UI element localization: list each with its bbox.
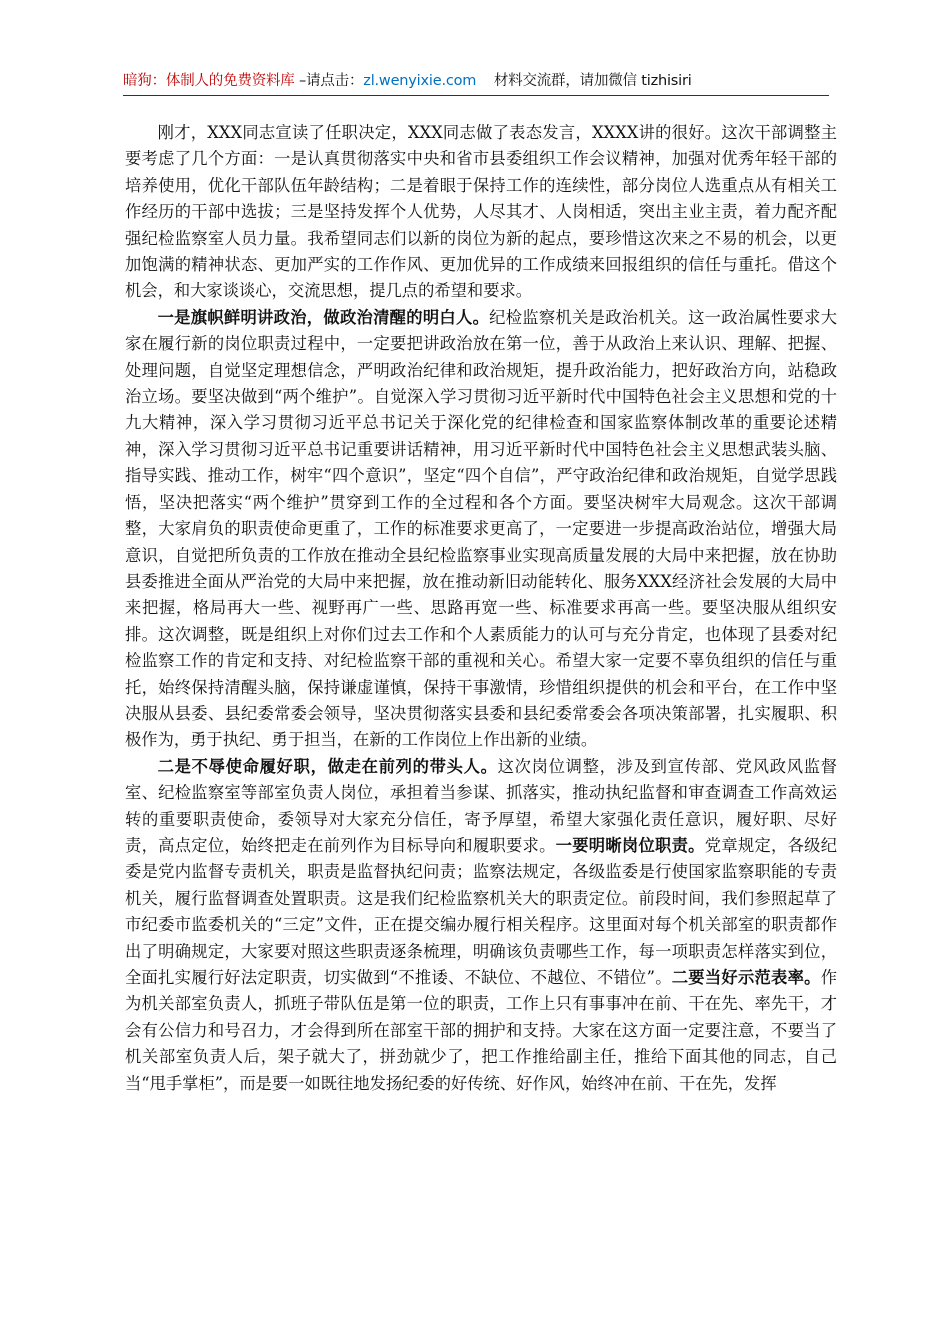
point-one-text: 纪检监察机关是政治机关。这一政治属性要求大家在履行新的岗位职责过程中，一定要把讲政治放在第一位，善于从政治上来认识、理解、把握、处理问题，自觉坚定理想信念，严明政治纪律和政治规矩，提升政治能力，把好政治方向，站稳政治立场。要坚决做到“两个维护”。自觉深入学习贯彻习近平新时代中国特色社会主义思想和党的十九大精神，深入学习贯彻习近平总书记关于深化党的纪律检查和国家监察体制改革的重要论述精神，深入学习贯彻习近平总书记重要讲话精神，用习近平新时代中国特色社会主义思想武装头脑、指导实践、推动工作，树牢“四个意识”，坚定“四个自信”，严守政治纪律和政治规矩，自觉学思践悟，坚决把落实“两个维护”贯穿到工作的全过程和各个方面。要坚决树牢大局观念。这次干部调整，大家肩负的职责使命更重了，工作的标准要求更高了，一定要进一步提高政治站位，增强大局意识，自觉把所负责的工作放在推动全县纪检监察事业实现高质量发展的大局中来把握，放在协助县委推进全面从严治党的大局中来把握，放在推动新旧动能转化、服务XXX经济社会发展的大局中来把握，格局再大一些、视野再广一些、思路再宽一些、标准要求再高一些。要坚决服从组织安排。这次调整，既是组织上对你们过去工作和个人素质能力的认可与充分肯定，也体现了县委对纪检监察工作的肯定和支持、对纪检监察干部的重视和关心。希望大家一定要不辜负组织的信任与重托，始终保持清醒头脑，保持谦虚谨慎，保持干事激情，珍惜组织提供的机会和平台，在工作中坚决服从县委、县纪委常委会领导，坚决贯彻落实县委和县纪委常委会各项决策部署，扎实履职、积极作为，勇于执纪、勇于担当，在新的工作岗位上作出新的业绩。 xyxy=(125,307,837,750)
paragraph-point-two xyxy=(125,754,837,1097)
point-one-heading: 一是旗帜鲜明讲政治，做政治清醒的明白人。 xyxy=(157,307,490,327)
header-site-link[interactable]: zl.wenyixie.com xyxy=(363,73,477,89)
header-wechat-note: 材料交流群，请加微信 tizhisiri xyxy=(493,73,692,89)
paragraph-point-one xyxy=(125,305,837,754)
point-two-sub-one-text: 党章规定，各级纪委是党内监督专责机关，职责是监督执纪问责；监察法规定，各级监委是行使国家监察职能的专责机关，履行监督调查处置职责。这是我们纪检监察机关大的职责定位。前段时间，我们参照起草了市纪委市监委机关的“三定”文件，正在提交编办履行相关程序。这里面对每个机关部室的职责都作出了明确规定，大家要对照这些职责逐条梳理，明确该负责哪些工作，每一项职责怎样落实到位，全面扎实履行好法定职责，切实做到“不推诿、不缺位、不越位、不错位”。 xyxy=(125,835,837,987)
header-brand: 暗狗：体制人的免费资料库 xyxy=(123,73,295,89)
point-two-heading: 二是不辱使命履好职，做走在前列的带头人。 xyxy=(157,756,498,776)
paragraph-intro xyxy=(125,120,837,305)
document-body xyxy=(125,120,837,1097)
point-two-sub-two-text: 作为机关部室负责人，抓班子带队伍是第一位的职责，工作上只有事事冲在前、干在先、率先干，才会有公信力和号召力，才会得到所在部室干部的拥护和支持。大家在这方面一定要注意，不要当了机关部室负责人后，架子就大了，拼劲就少了，把工作推给副主任，推给下面其他的同志，自己当“甩手掌柜”，而是要一如既往地发扬纪委的好传统、好作风，始终冲在前、干在先，发挥 xyxy=(125,968,837,1093)
point-two-text: 这次岗位调整，涉及到宣传部、党风政风监督室、纪检监察室等部室负责人岗位，承担着当参谋、抓落实，推动执纪监督和审查调查工作高效运转的重要职责使命，委领导对大家充分信任，寄予厚望，希望大家强化责任意识，履好职、尽好责，高点定位，始终把走在前列作为目标导向和履职要求。 xyxy=(125,756,837,855)
page-header xyxy=(123,68,829,94)
paragraph-intro-text: 刚才，XXX同志宣读了任职决定，XXX同志做了表态发言，XXXX讲的很好。这次干部调整主要考虑了几个方面：一是认真贯彻落实中央和省市县委组织工作会议精神，加强对优秀年轻干部的培养使用，优化干部队伍年龄结构；二是着眼于保持工作的连续性，部分岗位人选重点从有相关工作经历的干部中选拔；三是坚持发挥个人优势，人尽其才、人岗相适，突出主业主责，着力配齐配强纪检监察室人员力量。我希望同志们以新的岗位为新的起点，要珍惜这次来之不易的机会，以更加饱满的精神状态、更加严实的工作作风、更加优异的工作成绩来回报组织的信任与重托。借这个机会，和大家谈谈心，交流思想，提几点的希望和要求。 xyxy=(125,123,837,301)
point-two-sub-one: 一要明晰岗位职责。 xyxy=(555,835,705,855)
point-two-sub-two: 二要当好示范表率。 xyxy=(671,968,821,987)
header-divider xyxy=(123,95,829,96)
header-separator: –请点击： xyxy=(294,73,364,89)
